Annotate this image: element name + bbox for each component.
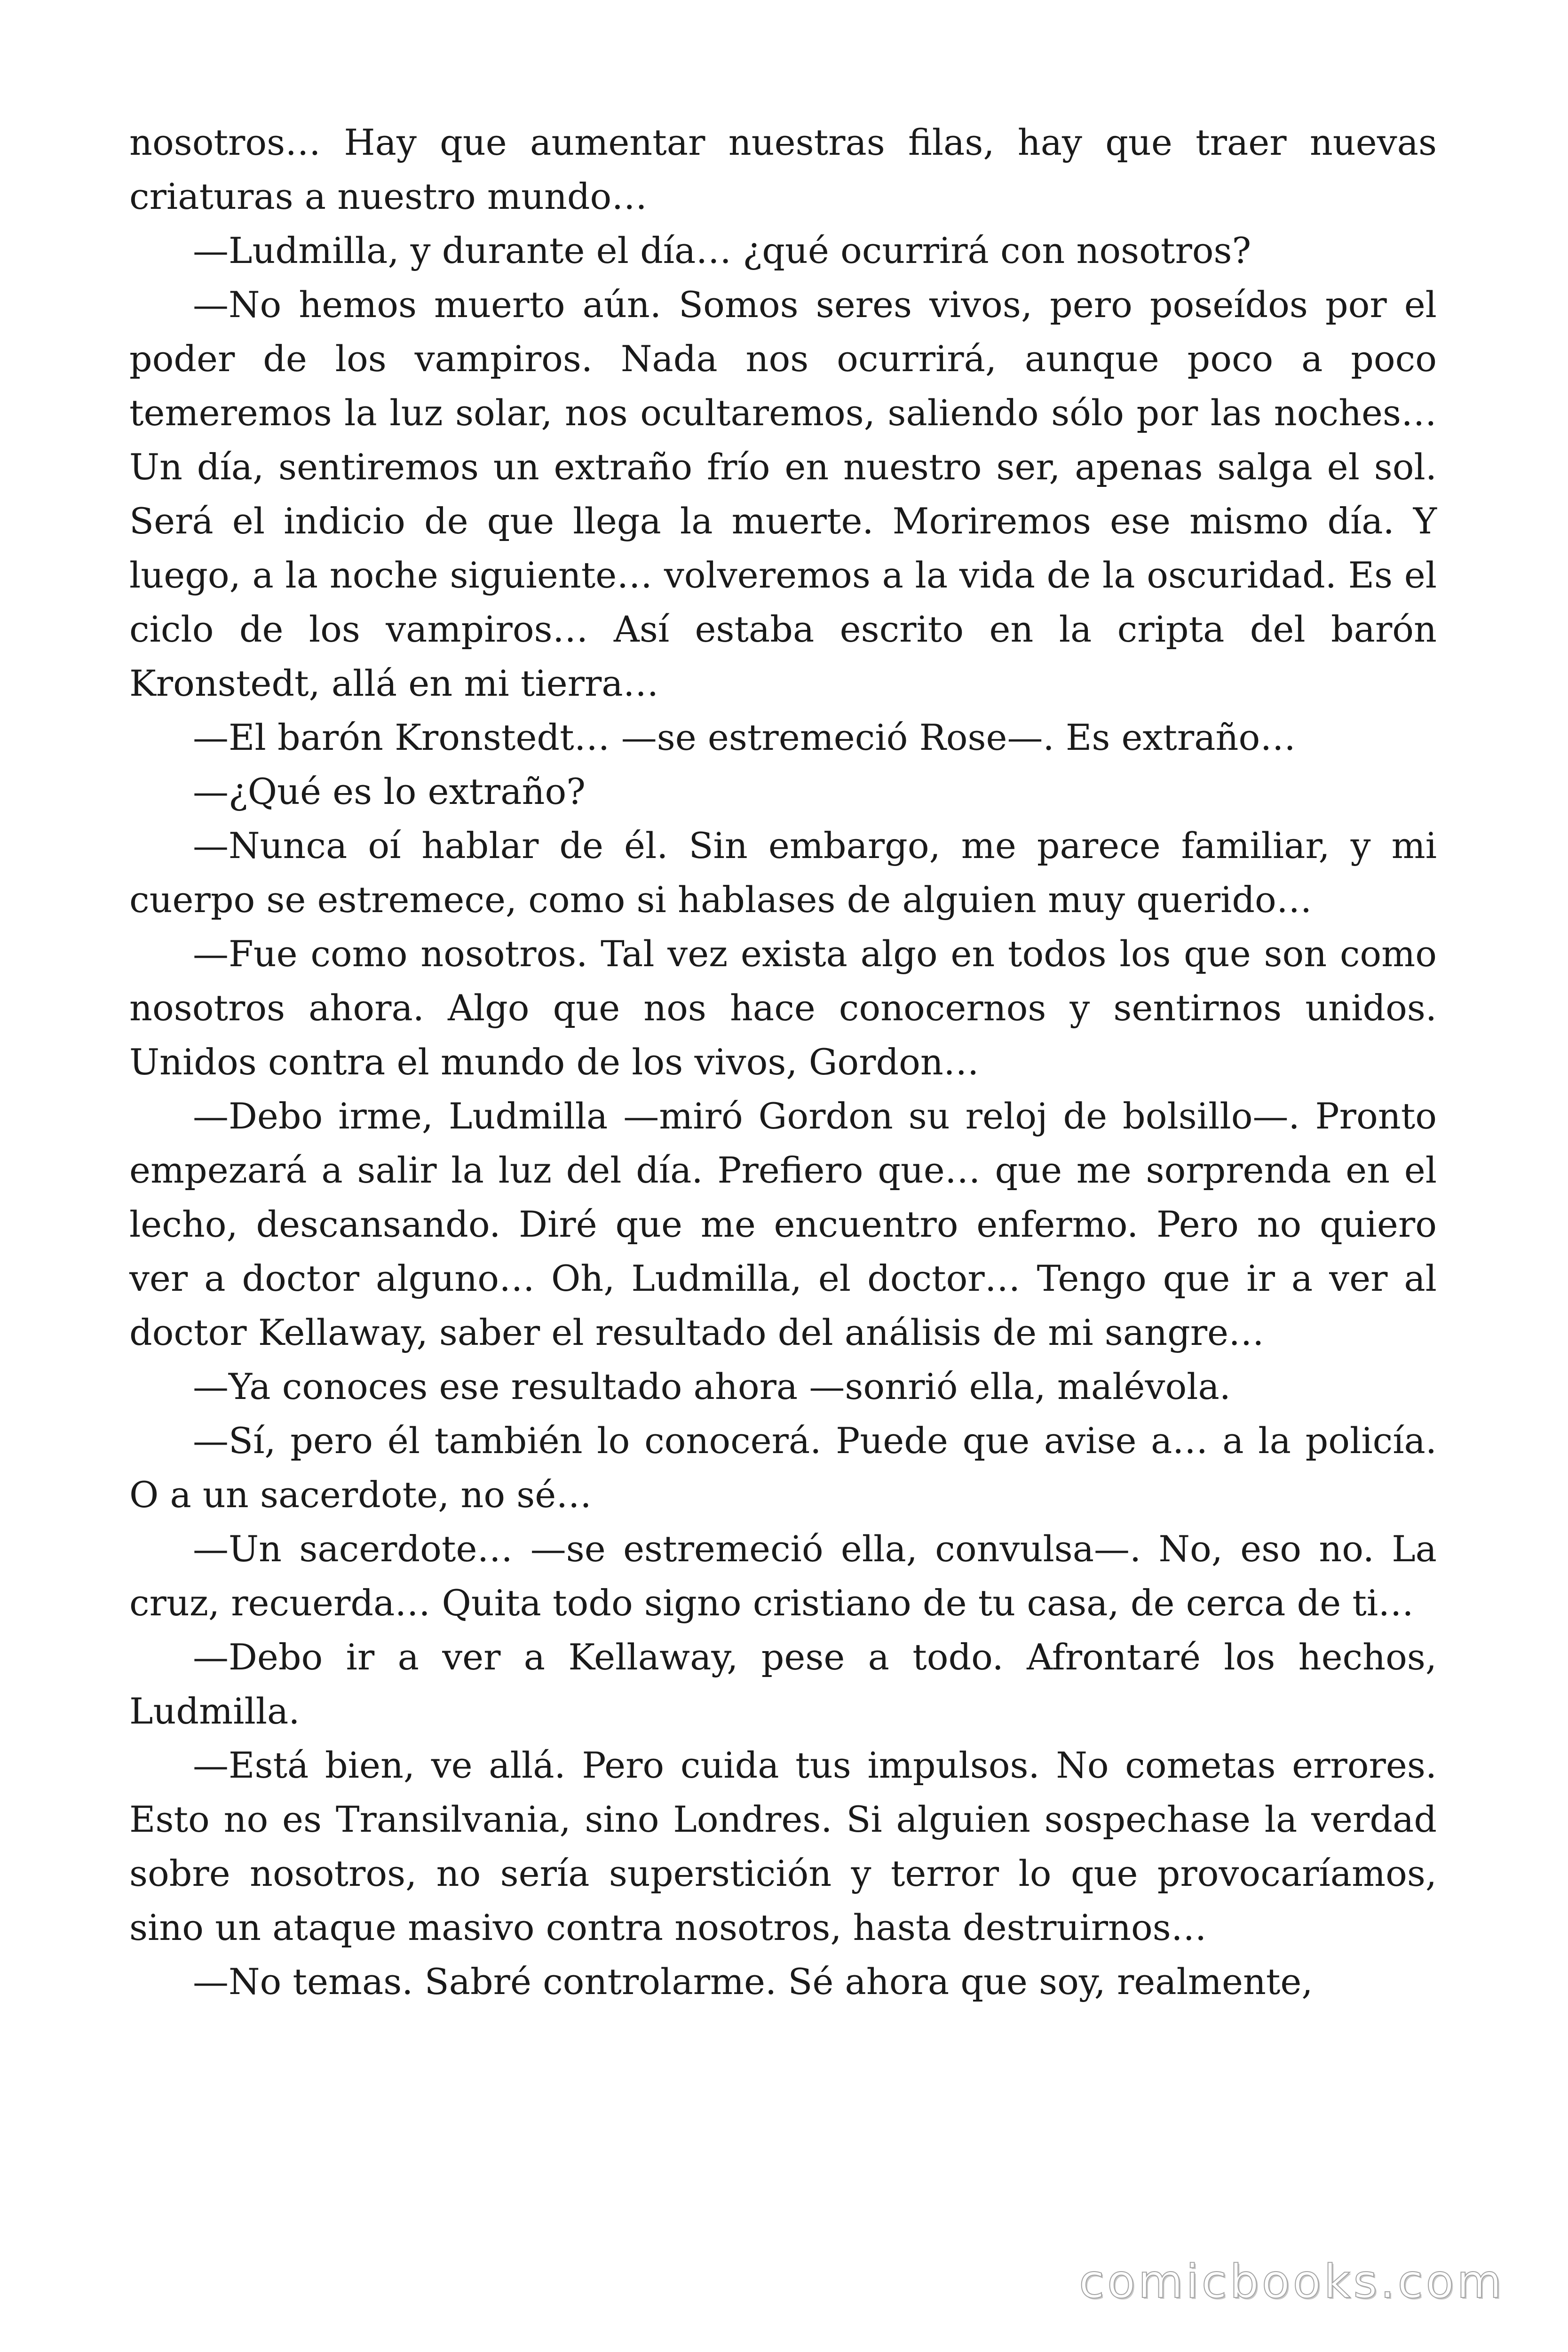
paragraph: —No temas. Sabré controlarme. Sé ahora que soy, realmente, xyxy=(193,1961,1313,2002)
paragraph: —Debo ir a ver a Kellaway, pese a todo. Afrontaré los hechos, Ludmilla. xyxy=(129,1636,1437,1732)
body-text xyxy=(129,115,1437,2009)
paragraph: —Un sacerdote… —se estremeció ella, convulsa—. No, eso no. La cruz, recuerda… Quita todo signo cristiano de tu casa, de cerca de ti… xyxy=(129,1528,1437,1624)
paragraph: —Nunca oí hablar de él. Sin embargo, me parece familiar, y mi cuerpo se estremece, como si hablases de alguien muy querido… xyxy=(129,825,1437,921)
paragraph: —Sí, pero él también lo conocerá. Puede que avise a… a la policía. O a un sacerdote, no sé… xyxy=(129,1420,1437,1516)
paragraph: —Debo irme, Ludmilla —miró Gordon su reloj de bolsillo—. Pronto empezará a salir la luz del día. Prefiero que… que me sorprenda en el lecho, descansando. Diré que me encuentro enfermo. Pero no quiero ver a doctor alguno… Oh, Ludmilla, el doctor… Tengo que ir a ver al doctor Kellaway, saber el resultado del análisis de mi sangre… xyxy=(129,1095,1437,1353)
paragraph: —Ludmilla, y durante el día… ¿qué ocurrirá con nosotros? xyxy=(193,230,1251,271)
paragraph: —El barón Kronstedt… —se estremeció Rose—. Es extraño… xyxy=(193,716,1296,758)
paragraph: —¿Qué es lo extraño? xyxy=(193,771,586,812)
paragraph: nosotros… Hay que aumentar nuestras filas, hay que traer nuevas criaturas a nuestro mundo… xyxy=(129,121,1437,217)
paragraph: —Ya conoces ese resultado ahora —sonrió ella, malévola. xyxy=(193,1366,1231,1407)
paragraph: —Está bien, ve allá. Pero cuida tus impulsos. No cometas errores. Esto no es Transilvania, sino Londres. Si alguien sospechase la verdad sobre nosotros, no sería superstición y terror lo que provocaríamos, sino un ataque masivo contra nosotros, hasta destruirnos… xyxy=(129,1744,1437,1948)
paragraph: —No hemos muerto aún. Somos seres vivos, pero poseídos por el poder de los vampiros. Nada nos ocurrirá, aunque poco a poco temeremos la luz solar, nos ocultaremos, saliendo sólo por las noches… Un día, sentiremos un extraño frío en nuestro ser, apenas salga el sol. Será el indicio de que llega la muerte. Moriremos ese mismo día. Y luego, a la noche siguiente… volveremos a la vida de la oscuridad. Es el ciclo de los vampiros… Así estaba escrito en la cripta del barón Kronstedt, allá en mi tierra… xyxy=(129,284,1437,704)
watermark: comicbooks.com xyxy=(1079,2255,1505,2309)
paragraph: —Fue como nosotros. Tal vez exista algo en todos los que son como nosotros ahora. Algo que nos hace conocernos y sentirnos unidos. Unidos contra el mundo de los vivos, Gordon… xyxy=(129,933,1437,1083)
